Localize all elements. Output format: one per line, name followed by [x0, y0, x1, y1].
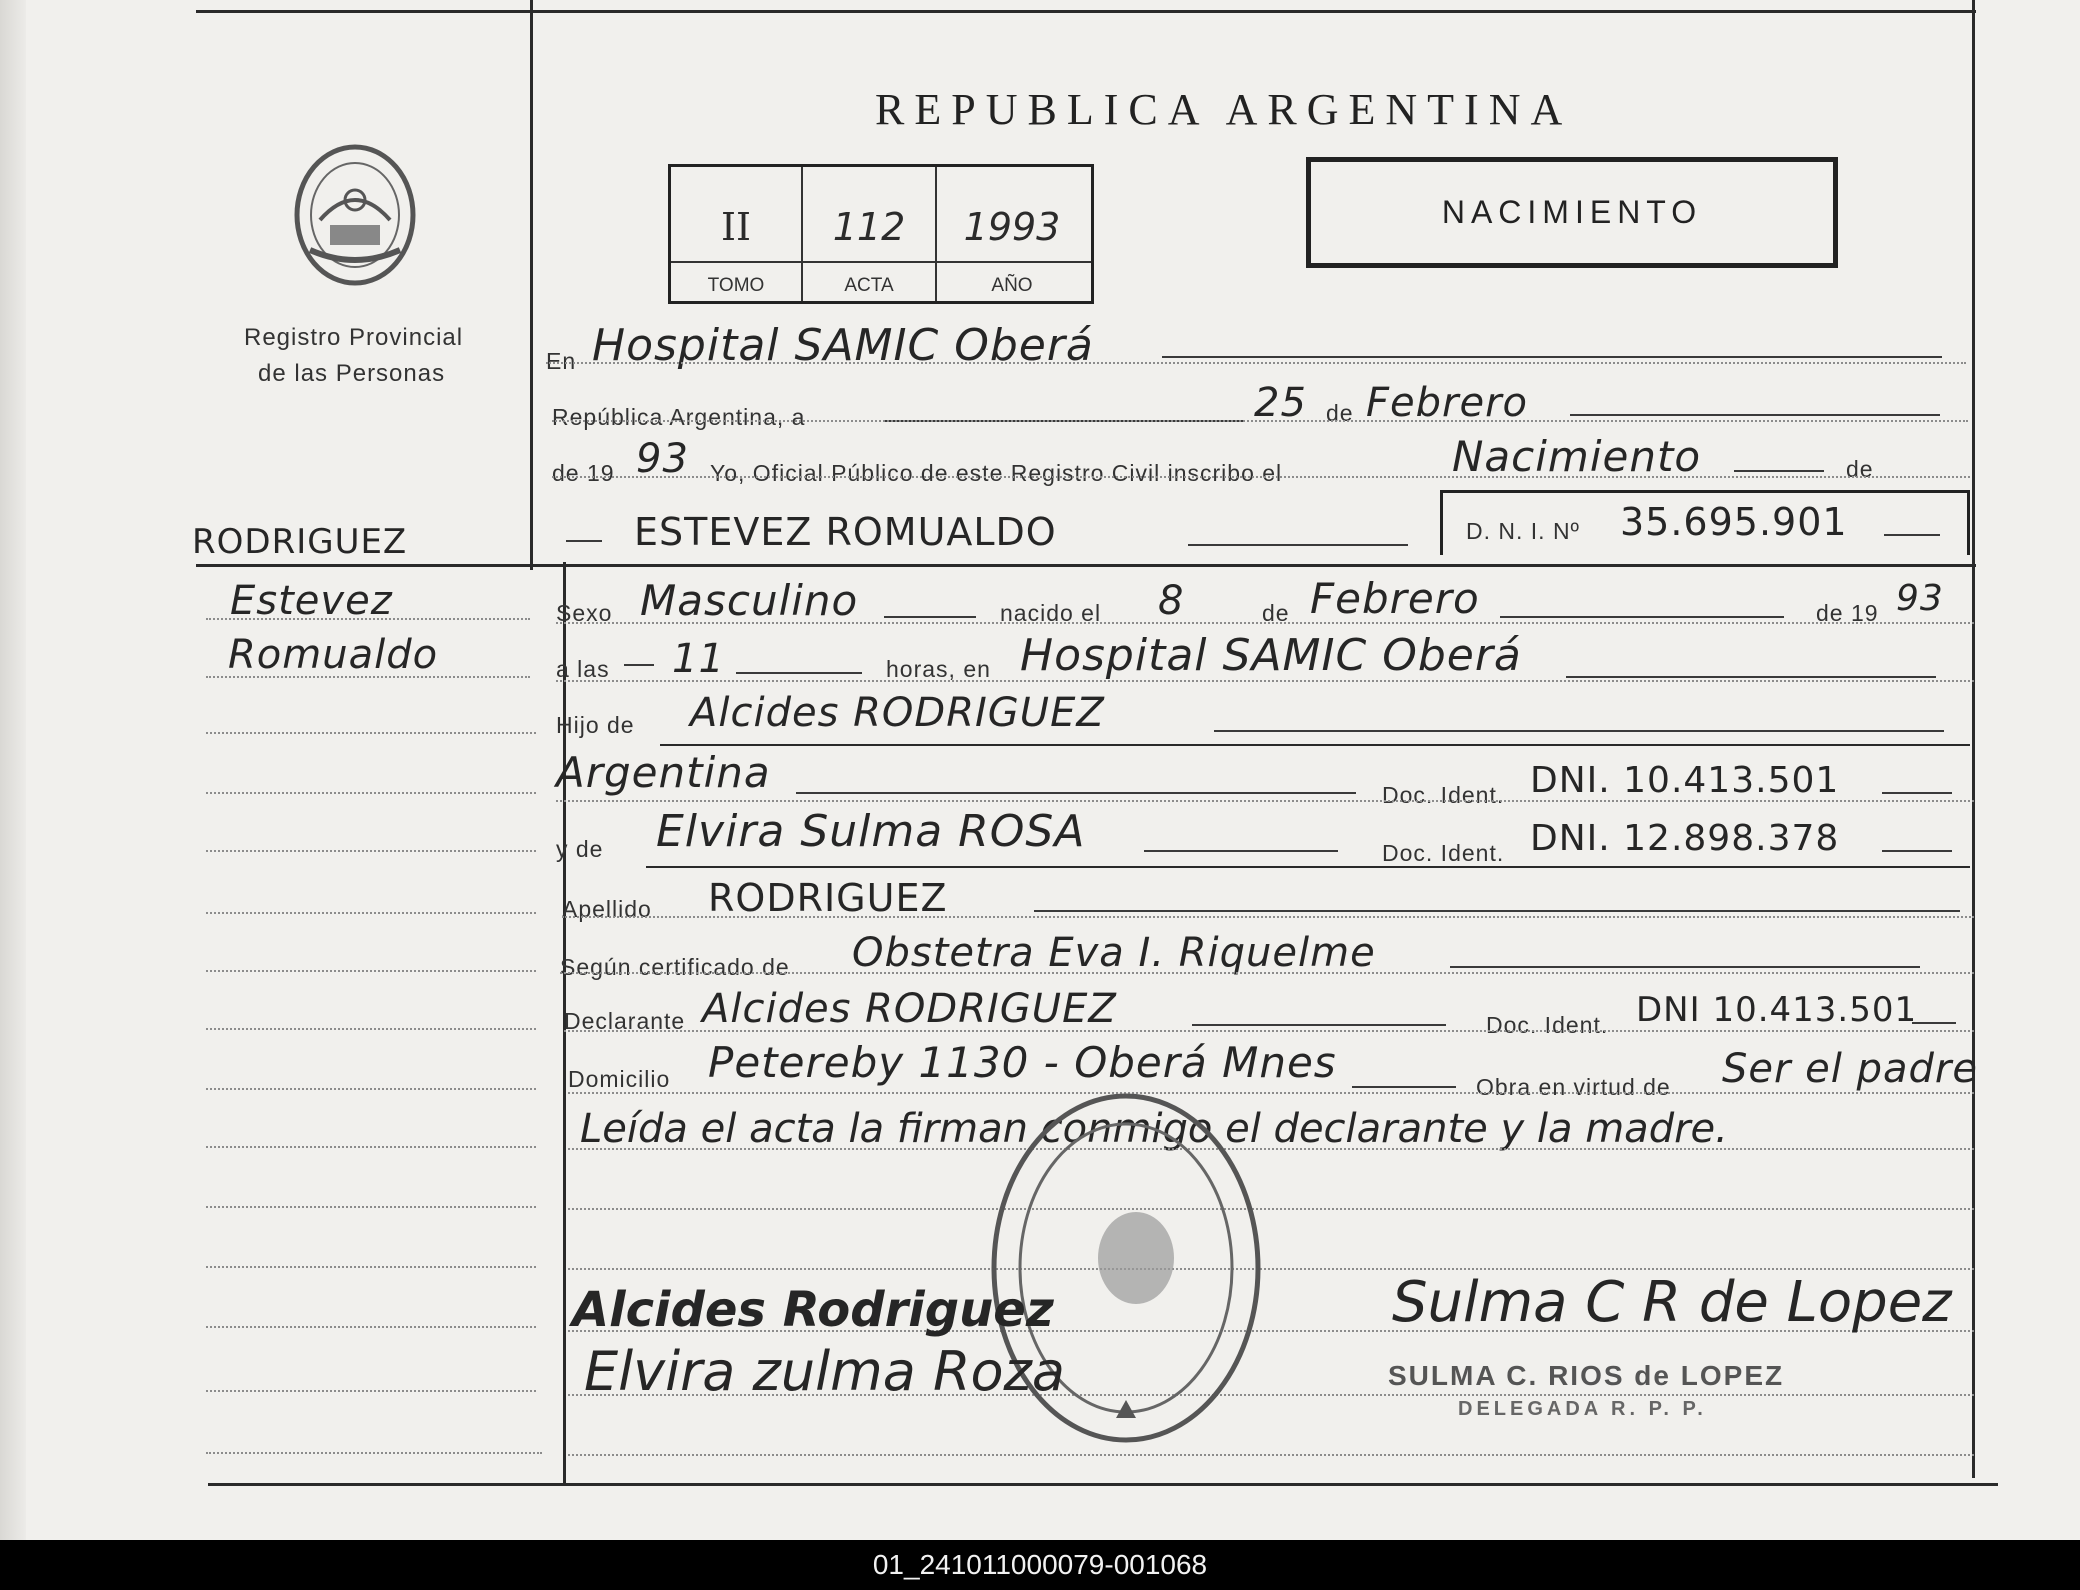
- acta-value: 112: [832, 205, 906, 249]
- registry-line2: de las Personas: [258, 360, 446, 387]
- row-rule: [564, 1030, 1974, 1032]
- father-name: Alcides RODRIGUEZ: [690, 690, 1105, 736]
- fill-line: [1192, 1024, 1446, 1026]
- label-hijo: Hijo de: [556, 712, 635, 738]
- label-segun: Según certificado de: [560, 954, 790, 980]
- margin-surname: RODRIGUEZ: [192, 522, 408, 562]
- fill-line: [1162, 356, 1942, 358]
- anio-label: AÑO: [991, 275, 1033, 296]
- label-en: En: [546, 348, 577, 374]
- row-rule: [552, 420, 1968, 422]
- surname-value: RODRIGUEZ: [708, 876, 948, 920]
- record-type-box: NACIMIENTO: [1306, 157, 1838, 268]
- margin-given-2: Romualdo: [228, 632, 439, 678]
- row-rule: [556, 680, 1974, 682]
- mid-rule: [196, 564, 1976, 567]
- row-solid-rule: [646, 866, 1970, 868]
- label-domicilio: Domicilio: [568, 1066, 671, 1092]
- birth-month: Febrero: [1310, 574, 1480, 623]
- fill-line: [884, 616, 976, 618]
- anio-value: 1993: [963, 205, 1061, 249]
- label-horas-en: horas, en: [886, 656, 991, 682]
- reg-year: 93: [636, 436, 689, 482]
- margin-rule: [206, 1452, 542, 1454]
- fill-line: [1734, 470, 1824, 472]
- fill-line: [1884, 534, 1940, 536]
- mother-signature: Elvira zulma Roza: [584, 1340, 1065, 1403]
- label-nacido: nacido el: [1000, 600, 1102, 626]
- declarant-value: Alcides RODRIGUEZ: [702, 986, 1117, 1032]
- image-id-bar: [0, 1540, 2080, 1590]
- margin-rule: [206, 676, 530, 678]
- margin-rule: [206, 1206, 536, 1208]
- fill-line: [624, 664, 654, 666]
- label-de: de: [1326, 400, 1354, 426]
- fill-line: [1912, 1022, 1956, 1024]
- row-rule: [568, 1148, 1974, 1150]
- label-y-de: y de: [556, 836, 604, 862]
- top-rule: [196, 10, 1976, 13]
- fill-line: [1450, 966, 1920, 968]
- father-nationality: Argentina: [556, 748, 771, 797]
- label-yo: Yo, Oficial Público de este Registro Civil inscribo el: [710, 460, 1283, 486]
- closing-text: Leída el acta la firman conmigo el declarante y la madre.: [580, 1106, 1728, 1152]
- sex-value: Masculino: [640, 576, 859, 625]
- image-id-text: 01_241011000079-001068: [872, 1549, 1208, 1580]
- margin-rule: [206, 1266, 536, 1268]
- certificate-value: Obstetra Eva I. Riquelme: [852, 930, 1376, 976]
- father-signature: Alcides Rodriguez: [572, 1282, 1054, 1338]
- fill-line: [1352, 1086, 1456, 1088]
- mother-name: Elvira Sulma ROSA: [656, 806, 1086, 857]
- label-apellido: Apellido: [562, 896, 652, 922]
- label-doc-ident: Doc. Ident.: [1382, 782, 1505, 808]
- fill-line: [1882, 850, 1952, 852]
- acta-cell: [803, 167, 937, 301]
- tomo-label: TOMO: [707, 275, 765, 296]
- box-divider: [671, 261, 1091, 263]
- row-rule: [562, 916, 1974, 918]
- label-doc-ident-2: Doc. Ident.: [1382, 840, 1505, 866]
- margin-rule: [206, 732, 536, 734]
- margin-rule: [206, 912, 536, 914]
- fill-line: [1144, 850, 1338, 852]
- label-de-3: de: [1262, 600, 1290, 626]
- margin-rule: [206, 792, 536, 794]
- label-declarante: Declarante: [564, 1008, 686, 1034]
- mother-doc: DNI. 12.898.378: [1530, 818, 1840, 859]
- birth-place: Hospital SAMIC Oberá: [1020, 630, 1522, 681]
- fill-line: [1188, 544, 1408, 546]
- dni-number: 35.695.901: [1620, 500, 1848, 544]
- label-de19-2: de 19: [1816, 600, 1879, 626]
- birth-hour: 11: [672, 636, 725, 682]
- row-rule: [556, 622, 1974, 624]
- country-title: REPUBLICA ARGENTINA: [875, 85, 1573, 134]
- reg-day: 25: [1254, 380, 1307, 426]
- place-value: Hospital SAMIC Oberá: [592, 320, 1094, 371]
- margin-given-1: Estevez: [230, 578, 393, 624]
- fill-line: [1570, 414, 1940, 416]
- margin-rule: [206, 1326, 536, 1328]
- row-rule: [560, 972, 1974, 974]
- fill-line: [1034, 910, 1960, 912]
- margin-rule: [206, 970, 536, 972]
- label-a-las: a las: [556, 656, 610, 682]
- row-rule: [556, 800, 1974, 802]
- address-value: Petereby 1130 - Oberá Mnes: [708, 1038, 1337, 1087]
- province-seal-icon: [290, 140, 420, 290]
- label-de19: de 19: [552, 460, 615, 486]
- fill-line: [736, 672, 862, 674]
- frame-left-upper: [530, 0, 533, 570]
- label-obra: Obra en virtud de: [1476, 1074, 1671, 1100]
- basis-value: Ser el padre: [1722, 1046, 1978, 1092]
- bottom-rule: [208, 1483, 1998, 1486]
- margin-rule: [206, 1088, 536, 1090]
- margin-rule: [206, 850, 536, 852]
- page-edge: [0, 0, 26, 1540]
- official-stamp-name: SULMA C. RIOS de LOPEZ: [1388, 1360, 1785, 1391]
- official-signature: Sulma C R de Lopez: [1392, 1270, 1952, 1335]
- label-republica: República Argentina, a: [552, 404, 806, 430]
- official-stamp-role: DELEGADA R. P. P.: [1458, 1398, 1707, 1420]
- person-name: ESTEVEZ ROMUALDO: [634, 510, 1057, 554]
- acta-label: ACTA: [844, 275, 894, 296]
- tomo-cell: [671, 167, 803, 301]
- fill-line: [1500, 616, 1784, 618]
- margin-rule: [206, 1028, 536, 1030]
- margin-rule: [206, 1146, 536, 1148]
- label-de-2: de: [1846, 456, 1874, 482]
- father-doc: DNI. 10.413.501: [1530, 760, 1840, 801]
- label-sexo: Sexo: [556, 600, 613, 626]
- reg-month: Febrero: [1366, 380, 1528, 426]
- row-solid-rule: [660, 744, 1970, 746]
- registry-line1: Registro Provincial: [244, 324, 464, 351]
- anio-cell: [937, 167, 1087, 301]
- tomo-value: II: [720, 205, 752, 249]
- act-value: Nacimiento: [1452, 432, 1702, 481]
- birth-year: 93: [1896, 578, 1944, 619]
- label-doc-ident-3: Doc. Ident.: [1486, 1012, 1609, 1038]
- fill-line: [1882, 792, 1952, 794]
- margin-rule: [206, 1390, 536, 1392]
- fill-line: [566, 540, 602, 542]
- row-rule: [568, 1454, 1974, 1456]
- margin-rule: [206, 618, 530, 620]
- declarant-doc: DNI 10.413.501: [1636, 990, 1918, 1030]
- row-rule: [568, 1092, 1974, 1094]
- record-number-box: [668, 164, 1094, 304]
- fill-line: [796, 792, 1356, 794]
- fill-line: [1214, 730, 1944, 732]
- fill-line: [1566, 676, 1936, 678]
- row-rule: [546, 362, 1966, 364]
- frame-right: [1972, 0, 1975, 1478]
- row-rule: [552, 476, 1970, 478]
- row-rule: [568, 1208, 1974, 1210]
- label-dni: D. N. I. Nº: [1466, 518, 1580, 544]
- birth-day: 8: [1158, 578, 1185, 624]
